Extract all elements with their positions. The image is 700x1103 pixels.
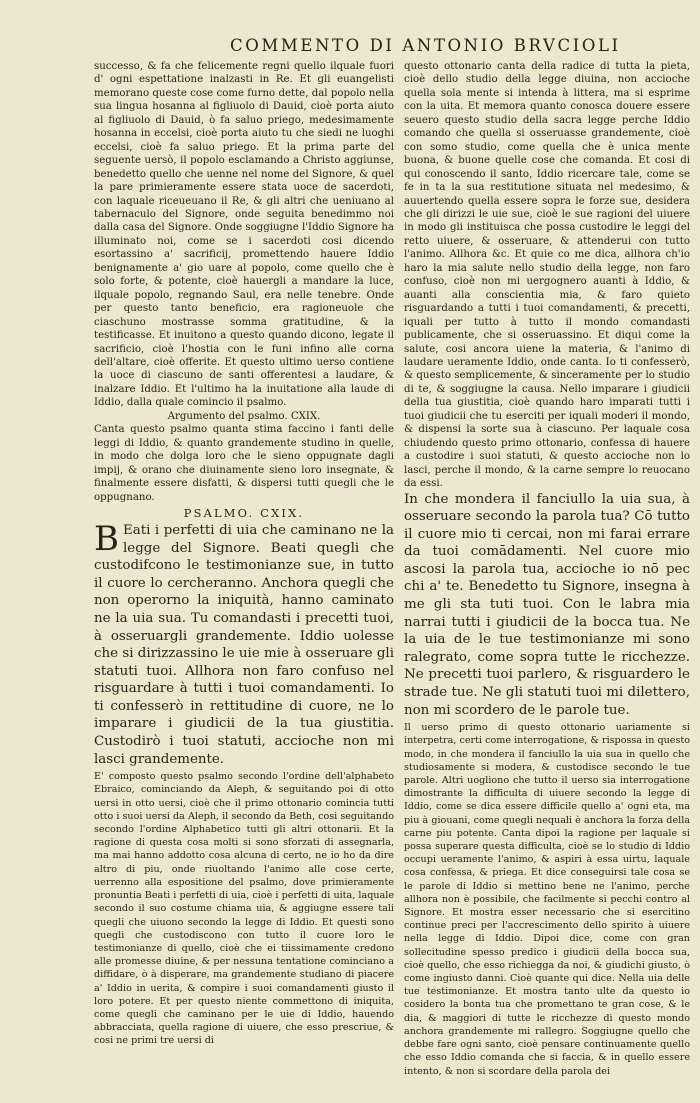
right-column [404, 60, 690, 1078]
left-column [94, 60, 394, 1048]
argument-heading: Argumento del psalmo. CXIX. [167, 410, 321, 422]
psalm-heading: PSALMO. CXIX. [183, 505, 305, 520]
commentary-paragraph: Il uerso primo di questo ottonario uariamente si interpetra, certi come interrogatione, & rispossa in questo modo, in che mondera il fanciullo la uia sua in quello che studiosamente si modera, & custodisce secondo le tue parole. Altri uogliono che tutto il uerso sia interrogatione dimostrante la difficulta di uiuere secondo la legge di Iddio, come se dica essere difficile quello a' ogni eta, ma piu à giouani, come quegli nequali è anchora la forza della carne piu potente. Canta dipoi la ragione per laquale si possa superare questa difficulta, cioè se lo studio di Iddio occupi ueramente l'animo, & aspiri à essa uirtu, laquale cosa confessa, & priega. Et dice conseguirsi tale cosa se le parole di Iddio si mettino bene ne l'animo, perche allhora non è possibile, che facilmente si pecchi contro al Signore. Et mostra esser necessario che si esercitino continue preci per l'accrescimento dello spirito à uiuere nella legge di Iddio. Dipoi dice, come con gran sollecitudine spesso predico i giudicii della bocca sua, cioè quello, che esso richiegga da noi, & giudichi giusto, ò come ingiusto danni. Cioè quante qui dice. Nella uia delle tue testimonianze. Et mostra tanto ulte da questo io cosidero la bonta tua che promettano te gran cose, & le dia, & maggiori di tutte le ricchezze di questo mondo anchora grandemente mi rallegro. Soggiugne quello che debbe fare ogni santo, cioè pensare continuamente quello che esso Iddio comanda che si faccia, & in quello essere intento, & non si scordare della parola dei [404, 722, 690, 1077]
commentary-paragraph: successo, & fa che felicemente regni quello ilquale fuori d' ogni espettatione inalzasti in Re. Et gli euangelisti memorano queste cose come furno dette, dal popolo nella sua lingua hosanna al figliuolo di Dauid, cioè porta aiuto al figliuolo di Dauid, ò fa saluo priego, medesimamente hosanna in eccelsi, cioè porta aiuto tu che siedi ne luoghi eccelsi, cioè fa saluo priego. Et la prima parte del seguente uersò, il popolo esclamando a Christo aggiunse, benedetto quello che uenne nel nome del Signore, & quel la pare primieramente essere stata uoce de sacerdoti, con laquale riceueuano il Re, & gli altri che ueniuano al tabernaculo del Signore, onde seguita benedimmo noi dalla casa del Signore. Onde soggiugne l'Iddio Signore ha illuminato noi, come se i sacerdoti cosi dicendo esortassino a' sacrificij, promettendo hauere Iddio benignamente a' gio uare al popolo, come quello che è solo forte, & potente, cioè hauergli a mandare la luce, ilquale popolo, regnando Saul, era nelle tenebre. Onde per questo tanto beneficio, era ragioneuole che ciaschuno mostrasse somma gratitudine, & la testificasse. Et inuitono a questo quando dicono, legate il sacrificio, cioè l'hostia con le funi infino alle corna dell'altare, cioè offerite. Et questo ultimo uerso contiene la uoce di ciascuno de santi offerentesi a laudare, & inalzare Iddio. Et l'ultimo ha la inuitatione alla laude di Iddio, dalla quale comincio il psalmo. [94, 61, 394, 409]
argument-paragraph: Canta questo psalmo quanta stima faccino i fanti delle leggi di Iddio, & quanto grandemente studino in quelle, in modo che dolga loro che le sieno oppugnate dagli impij, & orano che diuinamente sieno loro insegnate, & finalmente essere disfatti, & dispersi tutti quegli che le oppugnano. [94, 424, 394, 503]
drop-cap: B [94, 518, 119, 559]
psalm-verses [94, 518, 394, 768]
running-head: COMMENTO DI ANTONIO BRVCIOLI [230, 36, 621, 55]
commentary-paragraph: E' composto questo psalmo secondo l'ordine dell'alphabeto Ebraico, cominciando da Aleph, & seguitando poi di otto uersi in otto uersi, cioè che il primo ottonario comincia tutti otto i suoi uersi da Aleph, il secondo da Beth, cosi seguitando secondo l'ordine Alphabetico tutti gli altri ottonarii. Et la ragione di questa cosa molti si sono sforzati di assegnarla, ma mai hanno addotto cosa alcuna di certo, ne io ho da dire altro di piu, onde riuoltando l'animo alle cose certe, uerrenno alla espositione del psalmo, dove primieramente pronuntia Beati i perfetti di uia, cioè i perfetti di uita, laquale secondo il suo costume chiama uia, & aggiugne essere tali quegli che uiuono secondo la legge di Iddio. Et questi sono quegli che custodiscono con tutto il cuore loro le testimonianze di quello, cioè che ei tiissimamente credono alle promesse diuine, & per nessuna tentatione cominciano a diffidare, ò à disperare, ma grandemente studiano di piacere a' Iddio in uerita, & compire i suoi comandamenti giusto il loro potere. Et per questo niente commettono di iniquita, come quegli che caminano per le uie di Iddio, hauendo abbracciata, quella ragione di uiuere, che esso prescriue, & cosi ne primi tre uersi di [94, 771, 394, 1047]
psalm-verses: In che mondera il fanciullo la uia sua, à osseruare secondo la parola tua? Cō tutto il cuore mio ti cercai, non mi farai errare da tuoi comādamenti. Nel cuore mio ascosi la parola tua, accioche io nō pec chi a' te. Benedetto tu Signore, insegna à me gli sta tuti tuoi. Con le labra mia narrai tutti i giudicii de la bocca tua. Ne la uia de le tue testimonianze mi sono ralegrato, come sopra tutte le ricchezze. Ne precetti tuoi parlero, & risguardero le strade tue. Ne gli statuti tuoi mi dilettero, non mi scordero de le parole tue. [404, 491, 690, 718]
psalm-verses-text: Eati i perfetti di uia che caminano ne la legge del Signore. Beati quegli che custodifcono le testimonianze sue, in tutto il cuore lo cercheranno. Anchora quegli che non operorno la iniquità, hanno caminato ne la uia sua. Tu comandasti i precetti tuoi, à osseruargli grandemente. Iddio uolesse che si dirizzassino le uie mie à osseruare gli statuti tuoi. Allhora non faro confuso nel risguardare à tutti i tuoi comandamenti. Io ti confesserò in rettitudine di cuore, ne lo imparare i giudicii de la tua giustitia. Custodirò i tuoi statuti, accioche non mi lasci grandemente. [94, 522, 394, 767]
commentary-paragraph: questo ottonario canta della radice di tutta la pieta, cioè dello studio della legge diuina, non accioche quella sola mente si intenda à littera, ma si esprime con la uita. Et memora quanto conosca douere essere seuero questo studio della sacra legge perche Iddio comando che quella si osseruasse grandemente, cioè con somo studio, come quella che è unica mente buona, & buone quelle cose che comanda. Et cosi di qui conoscendo il santo, Iddio ricercare tale, come se fe in ta la sua restitutione situata nel medesimo, & auuertendo quella essere sopra le forze sue, desidera che gli dirizzi le uie sue, cioè le sue ragioni del uiuere in modo gli instituisca che possa custodire le leggi del retto uiuere, & osseruare, & attenderui con tutto l'animo. Allhora &c. Et quie co me dica, allhora ch'io haro la mia salute nello studio della legge, non faro confuso, cioè non mi uergognero auanti à Iddio, & auanti alla conscientia mia, & faro quieto risguardando a tutti i tuoi comandamenti, & precetti, iquali per tutto à tutto il mondo comandasti publicamente, che si osseruassino. Et diqui come la salute, cosi ancora uiene la materia, & l'animo di laudare ueramente Iddio, onde canta. Io ti confesserò, & questo semplicemente, & sinceramente per lo studio di te, & soggiugne la causa. Nello imparare i giudicii della tua giustitia, cioè quando haro imparati tutti i tuoi giudicii che tu eserciti per iquali moderi il mondo, & dispensi la sorte sua à ciascuno. Per laquale cosa chiudendo questo primo ottonario, confessa di hauere a custodire i suoi statuti, & questo accioche non lo lasci, perche il mondo, & la carne sempre lo reuocano da essi. [404, 61, 690, 490]
